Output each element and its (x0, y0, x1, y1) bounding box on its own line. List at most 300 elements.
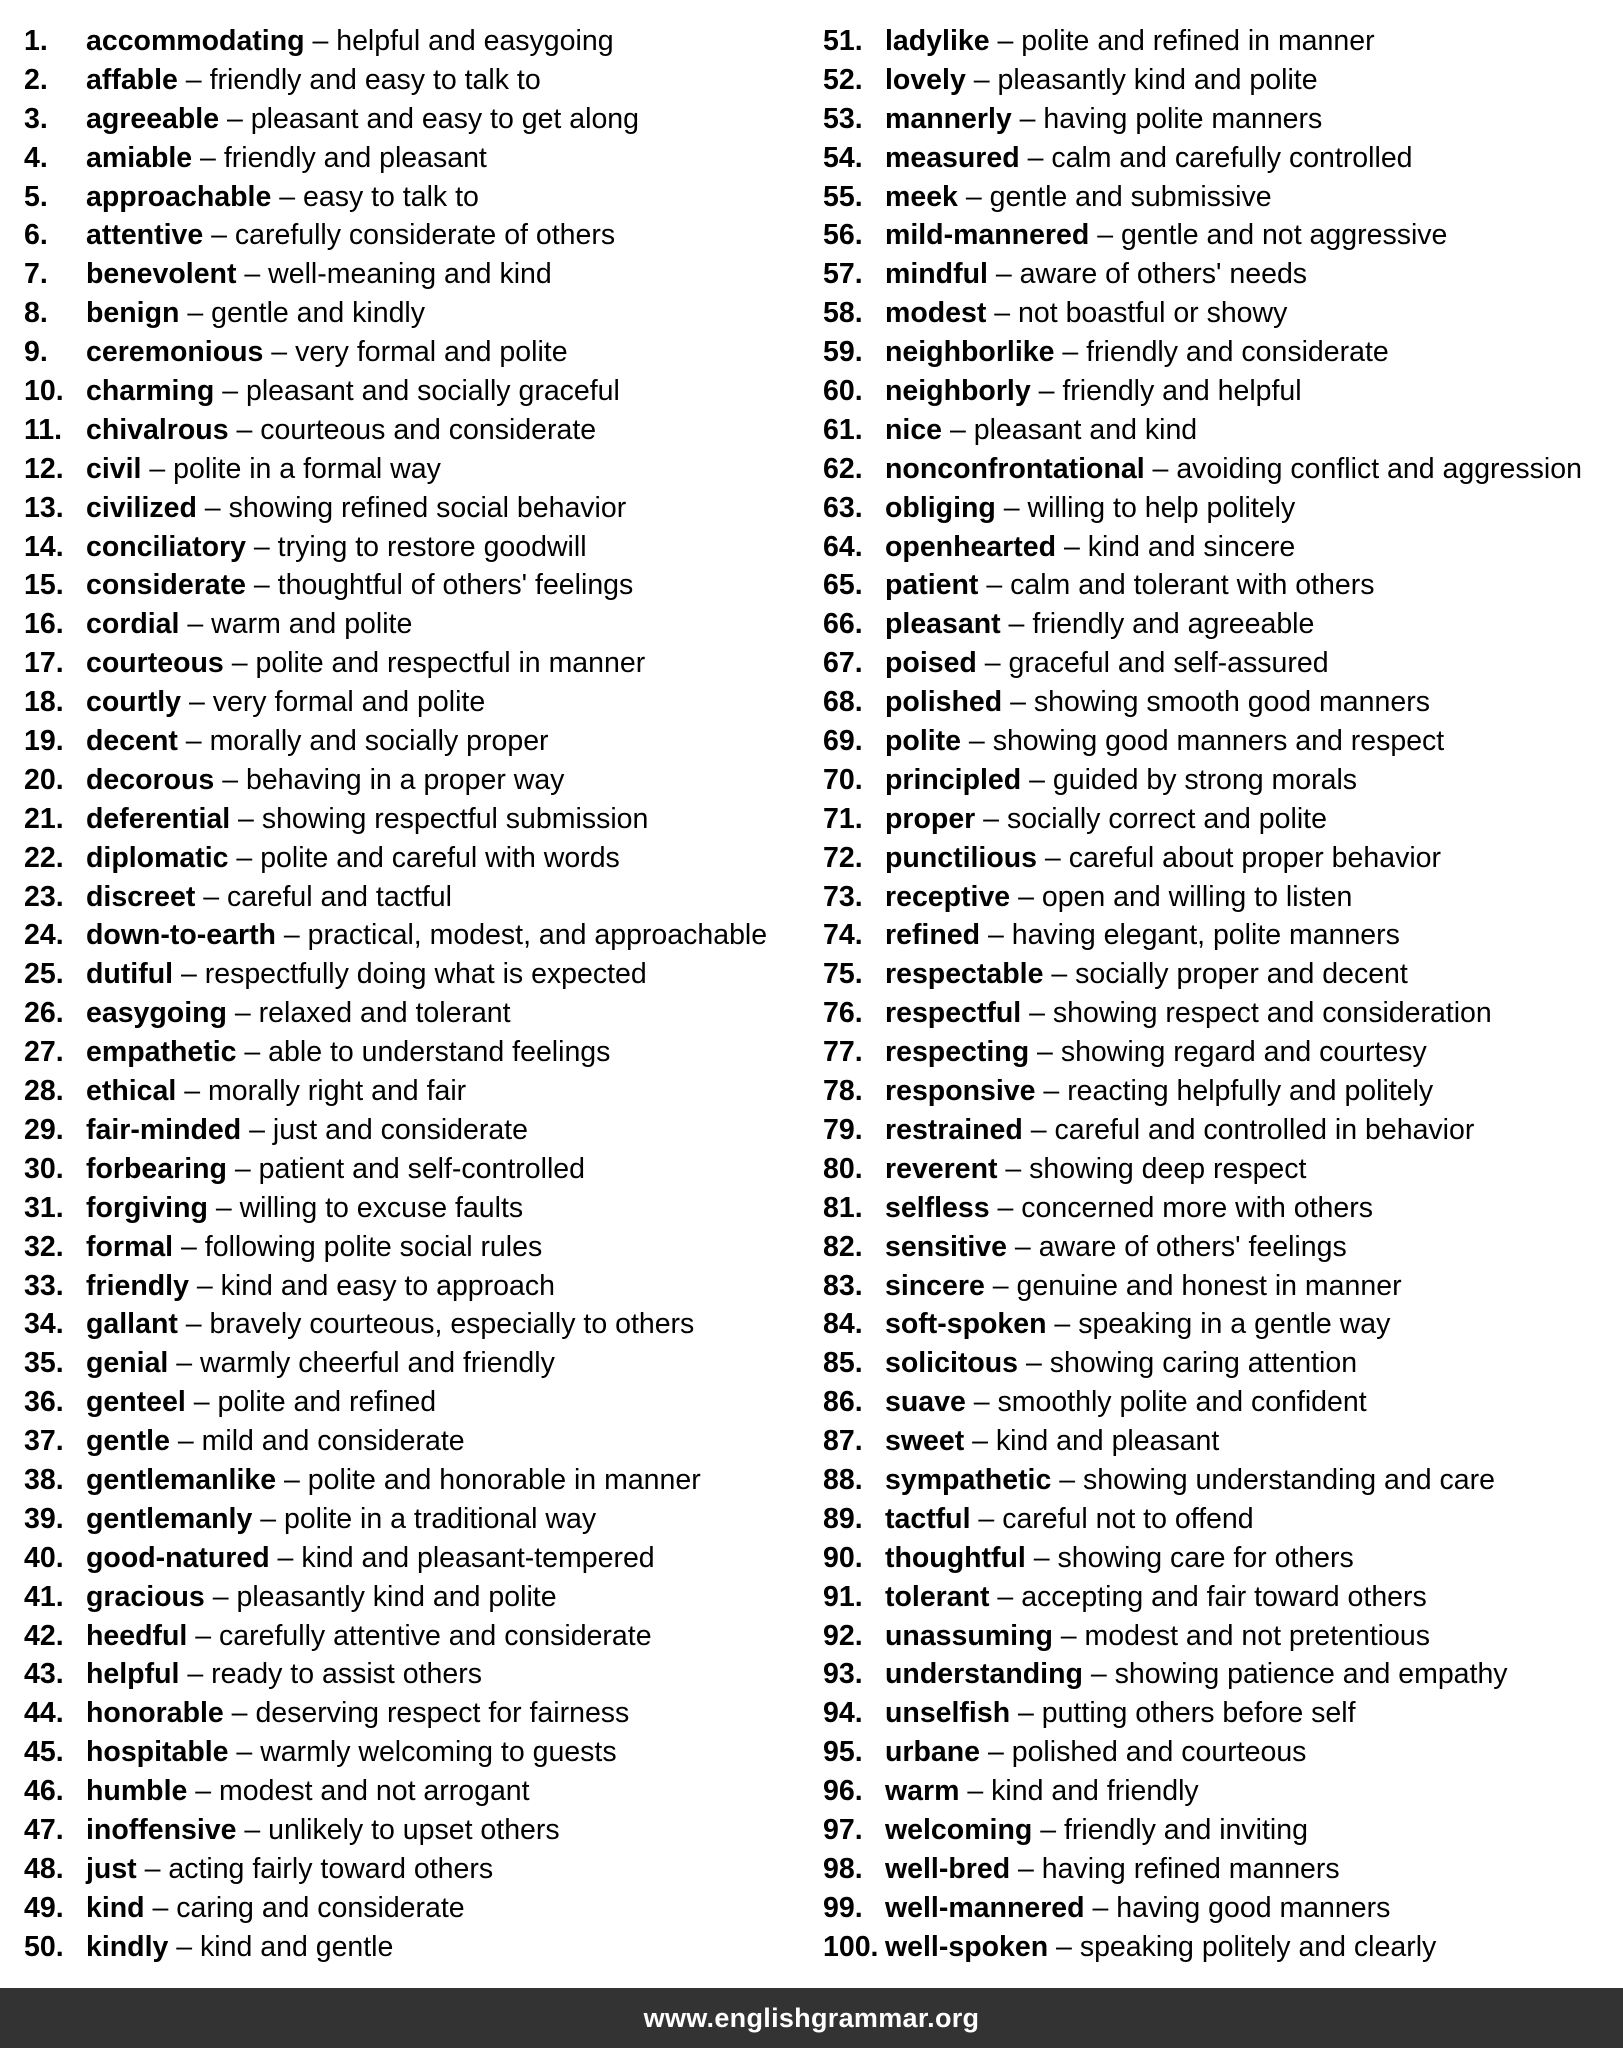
list-item (823, 1539, 1623, 1578)
item-number: 12. (24, 452, 64, 485)
list-item (24, 139, 814, 178)
item-entry (86, 100, 639, 139)
item-word: modest (885, 297, 987, 330)
list-item (24, 216, 814, 255)
word-list-right-column (823, 22, 1623, 1967)
item-word: ethical (86, 1075, 177, 1108)
item-number: 89. (823, 1502, 863, 1535)
item-entry (86, 411, 596, 450)
item-number: 24. (24, 919, 64, 952)
item-word: soft-spoken (885, 1308, 1047, 1341)
item-separator: – (177, 63, 210, 96)
item-word: ladylike (885, 25, 990, 57)
item-word: benevolent (86, 258, 237, 291)
item-word: down-to-earth (86, 919, 276, 952)
item-separator: – (1002, 686, 1034, 719)
item-entry (885, 1111, 1474, 1150)
item-word: thoughtful (885, 1541, 1026, 1574)
list-item (823, 1733, 1623, 1772)
item-number: 5. (24, 180, 48, 213)
list-item (823, 139, 1623, 178)
item-definition: just and considerate (272, 1113, 528, 1146)
item-definition: patient and self-controlled (258, 1152, 585, 1185)
item-separator: – (1029, 1036, 1061, 1069)
item-entry (885, 139, 1413, 178)
item-entry (86, 255, 552, 294)
item-entry (885, 1228, 1347, 1267)
list-item (24, 1150, 814, 1189)
item-number: 44. (24, 1697, 64, 1730)
item-number: 91. (823, 1580, 863, 1613)
item-number: 18. (24, 686, 64, 719)
item-word: mannerly (885, 102, 1012, 135)
item-entry (885, 1694, 1356, 1733)
item-definition: graceful and self-assured (1008, 647, 1329, 680)
item-word: urbane (885, 1736, 981, 1769)
item-number: 31. (24, 1191, 64, 1224)
item-word: welcoming (885, 1813, 1033, 1846)
list-item (823, 411, 1623, 450)
item-separator: – (223, 1697, 256, 1730)
item-word: neighborlike (885, 336, 1055, 369)
item-definition: not boastful or showy (1018, 297, 1288, 330)
item-entry (885, 178, 1272, 217)
item-separator: – (984, 1269, 1017, 1302)
item-number: 4. (24, 141, 48, 174)
item-word: refined (885, 919, 981, 952)
item-number: 88. (823, 1463, 863, 1496)
item-entry (86, 1889, 465, 1928)
list-item (823, 878, 1623, 917)
item-number: 1. (24, 25, 48, 57)
item-word: unselfish (885, 1697, 1011, 1730)
list-item (823, 1500, 1623, 1539)
item-entry (885, 372, 1302, 411)
item-number: 40. (24, 1541, 64, 1574)
item-separator: – (179, 1658, 212, 1691)
item-number: 66. (823, 608, 863, 641)
list-item (823, 644, 1623, 683)
item-entry (86, 916, 767, 955)
item-separator: – (177, 725, 210, 758)
list-item (823, 178, 1623, 217)
item-entry (86, 1072, 466, 1111)
item-word: proper (885, 802, 976, 835)
item-entry (86, 761, 564, 800)
item-separator: – (1056, 530, 1088, 563)
item-separator: – (987, 258, 1020, 291)
list-item (24, 372, 814, 411)
item-separator: – (1011, 102, 1044, 135)
item-number: 62. (823, 452, 863, 485)
item-word: nice (885, 413, 943, 446)
item-word: gracious (86, 1580, 205, 1613)
list-item (823, 1344, 1623, 1383)
item-word: suave (885, 1386, 966, 1419)
list-item (24, 178, 814, 217)
item-number: 34. (24, 1308, 64, 1341)
item-separator: – (203, 219, 235, 252)
item-entry (885, 683, 1430, 722)
item-entry (86, 644, 645, 683)
footer-url[interactable]: www.englishgrammar.org (643, 2002, 980, 2033)
list-item (24, 1578, 814, 1617)
item-entry (86, 61, 541, 100)
item-separator: – (196, 491, 229, 524)
list-item (24, 1772, 814, 1811)
item-separator: – (214, 763, 246, 796)
item-definition: careful about proper behavior (1068, 841, 1442, 874)
item-separator: – (176, 1075, 208, 1108)
item-definition: modest and not arrogant (219, 1775, 530, 1808)
item-separator: – (1084, 1891, 1117, 1924)
item-entry (885, 489, 1295, 528)
item-number: 41. (24, 1580, 64, 1613)
item-number: 95. (823, 1736, 863, 1769)
item-word: polite (885, 725, 961, 758)
item-separator: – (181, 686, 213, 719)
item-definition: warmly cheerful and friendly (200, 1347, 555, 1380)
item-entry (885, 722, 1444, 761)
item-definition: putting others before self (1041, 1697, 1356, 1730)
list-item (823, 1694, 1623, 1733)
item-entry (86, 1694, 629, 1733)
item-number: 2. (24, 63, 48, 96)
item-word: gentle (86, 1425, 170, 1458)
item-number: 59. (823, 336, 863, 369)
list-item (24, 1928, 814, 1967)
item-separator: – (965, 63, 998, 96)
item-word: forbearing (86, 1152, 227, 1185)
list-item (823, 1189, 1623, 1228)
item-definition: carefully attentive and considerate (219, 1619, 652, 1652)
item-word: sweet (885, 1425, 965, 1458)
list-item (24, 489, 814, 528)
item-separator: – (980, 919, 1012, 952)
item-separator: – (271, 180, 303, 213)
item-separator: – (230, 802, 262, 835)
item-word: amiable (86, 141, 193, 174)
list-item (24, 683, 814, 722)
item-entry (86, 1267, 555, 1306)
item-number: 7. (24, 258, 48, 291)
item-separator: – (228, 841, 261, 874)
list-item (823, 1228, 1623, 1267)
item-definition: pleasant and easy to get along (250, 102, 639, 135)
item-entry (86, 1344, 555, 1383)
item-entry (86, 22, 614, 61)
item-definition: showing respectful submission (261, 802, 649, 835)
item-word: respectable (885, 958, 1044, 991)
item-separator: – (1052, 1619, 1085, 1652)
list-item (823, 994, 1623, 1033)
item-entry (885, 1617, 1430, 1656)
item-number: 46. (24, 1775, 64, 1808)
item-number: 54. (823, 141, 863, 174)
list-item (24, 1228, 814, 1267)
item-definition: helpful and easygoing (336, 25, 614, 57)
item-separator: – (179, 608, 212, 641)
item-separator: – (1046, 1308, 1079, 1341)
item-definition: concerned more with others (1021, 1191, 1373, 1224)
list-item (24, 1111, 814, 1150)
item-number: 68. (823, 686, 863, 719)
item-separator: – (185, 1386, 218, 1419)
item-definition: polite in a traditional way (283, 1502, 597, 1535)
item-entry (86, 800, 648, 839)
item-entry (885, 1578, 1427, 1617)
item-word: affable (86, 63, 178, 96)
item-separator: – (976, 647, 1009, 680)
item-entry (885, 878, 1352, 917)
item-separator: – (1019, 141, 1052, 174)
item-definition: having polite manners (1043, 102, 1323, 135)
item-entry (885, 605, 1314, 644)
item-word: gallant (86, 1308, 178, 1341)
item-word: genial (86, 1347, 169, 1380)
item-number: 63. (823, 491, 863, 524)
item-definition: friendly and easy to talk to (209, 63, 541, 96)
item-word: nonconfrontational (885, 452, 1145, 485)
item-word: unassuming (885, 1619, 1053, 1652)
item-word: attentive (86, 219, 204, 252)
item-definition: showing understanding and care (1083, 1463, 1495, 1496)
item-entry (86, 1150, 585, 1189)
item-separator: – (263, 336, 296, 369)
item-definition: showing respect and consideration (1052, 997, 1492, 1030)
item-entry (86, 333, 568, 372)
item-separator: – (179, 297, 212, 330)
item-separator: – (1021, 997, 1053, 1030)
item-separator: – (1018, 1347, 1050, 1380)
item-separator: – (964, 1425, 996, 1458)
list-item (24, 100, 814, 139)
list-item (24, 1850, 814, 1889)
item-separator: – (195, 880, 227, 913)
item-separator: – (1010, 880, 1042, 913)
item-separator: – (187, 1619, 220, 1652)
list-item (24, 994, 814, 1033)
item-definition: very formal and polite (295, 336, 568, 369)
item-separator: – (1021, 763, 1053, 796)
item-entry (86, 1539, 655, 1578)
item-definition: polite and refined (217, 1386, 437, 1419)
item-word: benign (86, 297, 180, 330)
item-word: meek (885, 180, 958, 213)
item-word: heedful (86, 1619, 188, 1652)
list-item (24, 605, 814, 644)
item-word: selfless (885, 1191, 990, 1224)
item-definition: polite and refined in manner (1021, 25, 1375, 57)
item-separator: – (141, 452, 174, 485)
list-item (24, 566, 814, 605)
item-word: decent (86, 725, 178, 758)
item-number: 30. (24, 1152, 64, 1185)
item-definition: mild and considerate (201, 1425, 465, 1458)
list-item (24, 22, 814, 61)
item-definition: speaking politely and clearly (1079, 1930, 1437, 1963)
item-separator: – (986, 297, 1019, 330)
item-separator: – (1010, 1697, 1042, 1730)
item-entry (86, 1033, 610, 1072)
item-number: 99. (823, 1891, 863, 1924)
item-definition: socially proper and decent (1075, 958, 1408, 991)
item-definition: careful and tactful (227, 880, 452, 913)
list-item (823, 1305, 1623, 1344)
item-separator: – (228, 1736, 261, 1769)
list-item (823, 1617, 1623, 1656)
list-item (24, 800, 814, 839)
item-entry (86, 1500, 596, 1539)
item-number: 9. (24, 336, 48, 369)
item-definition: practical, modest, and approachable (307, 919, 768, 952)
item-number: 23. (24, 880, 64, 913)
item-definition: friendly and inviting (1063, 1813, 1308, 1846)
item-entry (885, 450, 1582, 489)
list-item (823, 955, 1623, 994)
item-separator: – (1007, 1230, 1039, 1263)
item-word: cordial (86, 608, 180, 641)
item-definition: unlikely to upset others (268, 1813, 560, 1846)
list-item (24, 450, 814, 489)
item-number: 74. (823, 919, 863, 952)
item-word: well-spoken (885, 1930, 1049, 1963)
item-word: respecting (885, 1036, 1030, 1069)
item-entry (885, 1072, 1433, 1111)
item-definition: avoiding conflict and aggression (1176, 452, 1582, 485)
list-item (24, 839, 814, 878)
item-entry (86, 1422, 465, 1461)
item-definition: friendly and considerate (1086, 336, 1389, 369)
item-definition: genuine and honest in manner (1016, 1269, 1402, 1302)
item-entry (885, 1500, 1254, 1539)
item-number: 27. (24, 1036, 64, 1069)
list-item (823, 216, 1623, 255)
item-number: 93. (823, 1658, 863, 1691)
item-definition: showing refined social behavior (228, 491, 627, 524)
list-item (24, 255, 814, 294)
item-entry (86, 528, 587, 567)
list-item (24, 1461, 814, 1500)
list-item (24, 761, 814, 800)
item-entry (885, 1383, 1367, 1422)
item-number: 19. (24, 725, 64, 758)
item-separator: – (173, 1230, 205, 1263)
item-definition: deserving respect for fairness (255, 1697, 630, 1730)
item-entry (86, 1617, 652, 1656)
item-entry (885, 916, 1400, 955)
item-word: patient (885, 569, 979, 602)
item-definition: easy to talk to (303, 180, 479, 213)
item-definition: warmly welcoming to guests (260, 1736, 617, 1769)
item-word: considerate (86, 569, 246, 602)
item-definition: showing care for others (1057, 1541, 1354, 1574)
item-separator: – (1054, 336, 1087, 369)
item-definition: having good manners (1116, 1891, 1391, 1924)
list-item (823, 800, 1623, 839)
item-word: discreet (86, 880, 196, 913)
item-number: 11. (24, 413, 63, 446)
item-word: polished (885, 686, 1003, 719)
list-item (24, 1189, 814, 1228)
list-item (823, 255, 1623, 294)
item-separator: – (970, 1502, 1003, 1535)
list-item (823, 1072, 1623, 1111)
list-item (24, 1539, 814, 1578)
item-definition: accepting and fair toward others (1021, 1580, 1427, 1613)
item-definition: kind and friendly (991, 1775, 1199, 1808)
item-separator: – (226, 997, 259, 1030)
item-word: formal (86, 1230, 174, 1263)
list-item (24, 61, 814, 100)
item-entry (885, 1811, 1308, 1850)
item-definition: kind and pleasant (995, 1425, 1220, 1458)
item-definition: aware of others' feelings (1038, 1230, 1347, 1263)
item-separator: – (276, 1463, 308, 1496)
item-separator: – (269, 1541, 302, 1574)
item-separator: – (995, 491, 1028, 524)
item-word: gentlemanly (86, 1502, 253, 1535)
item-number: 28. (24, 1075, 64, 1108)
list-item (24, 528, 814, 567)
item-separator: – (168, 1930, 201, 1963)
item-number: 75. (823, 958, 863, 991)
item-entry (86, 605, 412, 644)
item-entry (86, 294, 425, 333)
item-separator: – (1035, 1075, 1068, 1108)
item-word: neighborly (885, 375, 1031, 408)
item-number: 98. (823, 1852, 863, 1885)
item-number: 56. (823, 219, 863, 252)
item-definition: pleasantly kind and polite (997, 63, 1318, 96)
item-separator: – (188, 1269, 221, 1302)
list-item (823, 1578, 1623, 1617)
item-word: restrained (885, 1113, 1023, 1146)
list-item (24, 1655, 814, 1694)
item-entry (86, 1811, 560, 1850)
item-entry (885, 411, 1197, 450)
item-definition: kind and gentle (200, 1930, 394, 1963)
item-definition: polite and careful with words (260, 841, 620, 874)
list-item (24, 1811, 814, 1850)
item-entry (885, 761, 1357, 800)
item-word: solicitous (885, 1347, 1019, 1380)
item-word: openhearted (885, 530, 1057, 563)
item-separator: – (136, 1852, 169, 1885)
item-separator: – (1022, 1113, 1055, 1146)
item-number: 83. (823, 1269, 863, 1302)
item-word: pleasant (885, 608, 1001, 641)
item-number: 42. (24, 1619, 64, 1652)
item-definition: reacting helpfully and politely (1067, 1075, 1434, 1108)
item-entry (885, 955, 1408, 994)
item-separator: – (1030, 375, 1063, 408)
item-word: approachable (86, 180, 272, 213)
item-number: 52. (823, 63, 863, 96)
item-definition: able to understand feelings (268, 1036, 611, 1069)
item-number: 13. (24, 491, 64, 524)
item-word: easygoing (86, 997, 227, 1030)
item-entry (885, 61, 1318, 100)
item-separator: – (1000, 608, 1033, 641)
item-word: charming (86, 375, 215, 408)
item-word: punctilious (885, 841, 1037, 874)
item-entry (86, 1228, 542, 1267)
item-number: 33. (24, 1269, 64, 1302)
item-word: inoffensive (86, 1813, 237, 1846)
item-number: 60. (823, 375, 863, 408)
item-number: 70. (823, 763, 863, 796)
